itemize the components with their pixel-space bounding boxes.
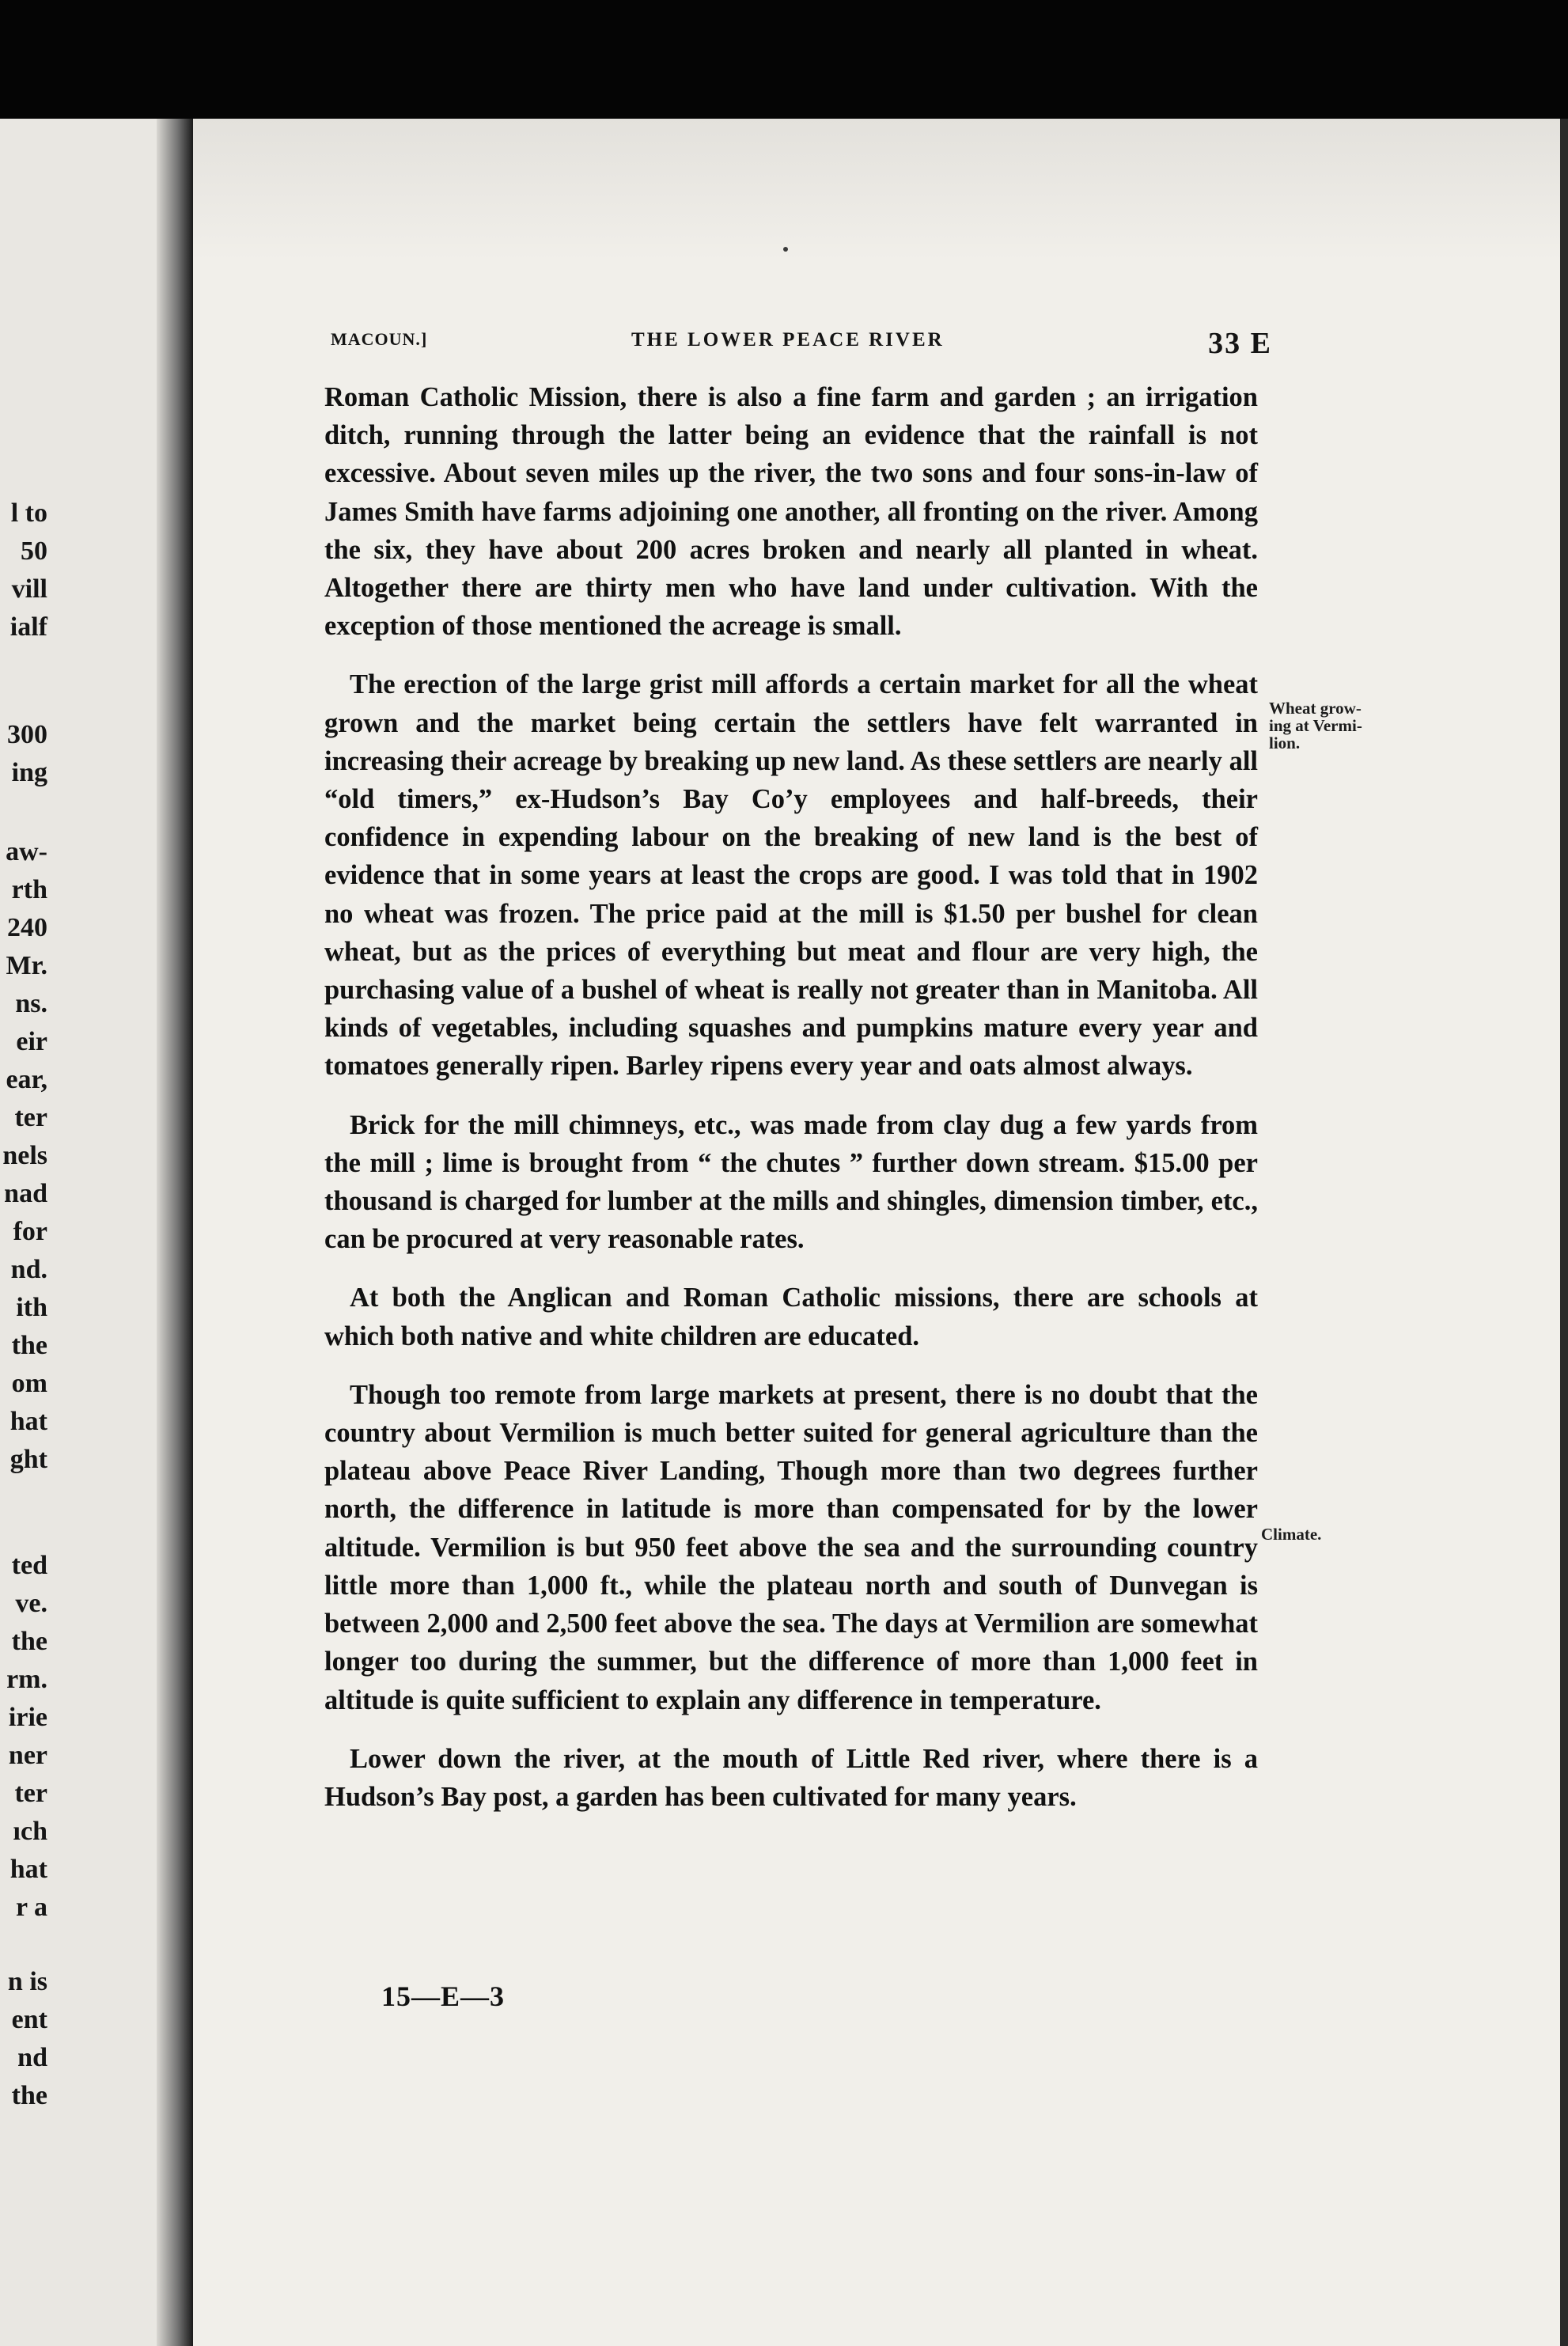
sidenote-wheat-line-3: lion. bbox=[1269, 733, 1301, 752]
printer-signature: 15—E—3 bbox=[381, 1980, 506, 2012]
left-page-fragment: 240 bbox=[7, 913, 47, 942]
sidenote-wheat-growing bbox=[1269, 699, 1396, 752]
left-page-fragment: aw- bbox=[6, 837, 47, 866]
left-page-fragment: 50 bbox=[21, 536, 47, 566]
page-number: 33 E bbox=[1208, 327, 1272, 360]
left-page-fragment: rth bbox=[11, 875, 47, 904]
left-page-fragment: nad bbox=[4, 1179, 47, 1208]
left-page-fragment: l to bbox=[10, 498, 47, 528]
paragraph-grist-mill: The erection of the large grist mill affords a certain market for all the wheat grown and the market being certain the settlers have felt warranted in increasing their acreage by breaking up new land. As these settlers are nearly all “old timers,” ex-Hudson’s Bay Co’y employees and half-breeds, their confidence in expending labour on the breaking of new land is the best of evidence that in some years at least the crops are good. I was told that in 1902 no wheat was frozen. The price paid at the mill is $1.50 per bushel for clean wheat, but as the prices of everything but meat and flour are very high, the purchasing value of a bushel of wheat is really not greater than in Manitoba. All kinds of vegetables, including squashes and pumpkins mature every year and tomatoes generally ripen. Barley ripens every year and oats almost always. bbox=[324, 669, 1258, 1082]
left-page-fragment: the bbox=[11, 1627, 47, 1656]
left-page-fragment: hat bbox=[9, 1407, 47, 1436]
left-page-fragment: ght bbox=[9, 1445, 47, 1474]
paragraph-brick-lumber: Brick for the mill chimneys, etc., was made from clay dug a few yards from the mill ; lime is brought from “ the chutes ” further down stream. $15.00 per thousand is charged for lumber at the mills and shingles, dimension timber, etc., can be procured at very reasonable rates. bbox=[324, 1109, 1258, 1255]
left-page-fragment: vill bbox=[11, 574, 47, 604]
left-page-fragment: ear, bbox=[6, 1065, 47, 1094]
paragraph-little-red-river: Lower down the river, at the mouth of Little Red river, where there is a Hudson’s Bay post, a garden has been cultivated for many years. bbox=[324, 1743, 1258, 1812]
left-page-fragment: om bbox=[11, 1369, 47, 1398]
left-page-fragment: ner bbox=[8, 1741, 47, 1770]
body-text bbox=[324, 378, 1258, 1816]
left-page-fragment: rm. bbox=[6, 1665, 47, 1694]
sidenote-wheat-line-1: Wheat grow- bbox=[1269, 699, 1362, 718]
left-page-fragment: ith bbox=[16, 1293, 47, 1322]
running-head-title: THE LOWER PEACE RIVER bbox=[631, 329, 945, 351]
sidenote-climate: Climate. bbox=[1261, 1525, 1322, 1544]
left-page-fragment: nels bbox=[2, 1141, 47, 1170]
left-page-fragment: nd. bbox=[10, 1255, 47, 1284]
left-page-fragment: ter bbox=[14, 1103, 47, 1132]
left-page-fragment: ing bbox=[11, 758, 47, 787]
left-page-fragment: n is bbox=[7, 1967, 47, 1996]
scan-speck bbox=[783, 247, 788, 252]
paragraph-climate: Though too remote from large markets at present, there is no doubt that the country about Vermilion is much better suited for general agriculture than the plateau above Peace River Landing, Though more than two degrees further north, the difference in latitude is more than compensated for by the lower altitude. Vermilion is but 950 feet above the sea and the surrounding country little more than 1,000 ft., while the plateau north and south of Dunvegan is between 2,000 and 2,500 feet above the sea. The days at Vermilion are somewhat longer too during the summer, but the difference of more than 1,000 feet in altitude is quite sufficient to explain any difference in temperature. bbox=[324, 1379, 1258, 1715]
left-page-fragment: eir bbox=[16, 1027, 47, 1056]
left-page-fragment: nd bbox=[17, 2043, 47, 2072]
left-page-fragment: ns. bbox=[15, 989, 47, 1018]
left-page-fragment: ıch bbox=[13, 1817, 47, 1846]
left-page-fragment: ialf bbox=[9, 612, 47, 642]
paragraph-mission-farms: Roman Catholic Mission, there is also a fine farm and garden ; an irrigation ditch, running through the latter being an evidence that the rainfall is not excessive. About seven miles up the river, the two sons and four sons-in-law of James Smith have farms adjoining one another, all fronting on the river. Among the six, they have about 200 acres broken and nearly all planted in wheat. Altogether there are thirty men who have land under cultivation. With the exception of those mentioned the acreage is small. bbox=[324, 382, 1258, 642]
left-page-fragment: hat bbox=[9, 1855, 47, 1884]
left-page-fragment: 300 bbox=[7, 720, 47, 749]
running-head bbox=[331, 326, 1272, 366]
left-page-fragment: ted bbox=[11, 1551, 47, 1580]
left-page-fragment: irie bbox=[8, 1703, 47, 1732]
paragraph-schools: At both the Anglican and Roman Catholic missions, there are schools at which both native and white children are educated. bbox=[324, 1283, 1258, 1351]
left-page-fragment: for bbox=[13, 1217, 47, 1246]
left-page-fragment: Mr. bbox=[6, 951, 47, 980]
page-edge-shadow bbox=[1560, 119, 1568, 2346]
left-page-fragment: ter bbox=[14, 1779, 47, 1808]
left-page-fragment: ent bbox=[11, 2005, 47, 2034]
left-page-fragment: the bbox=[11, 2081, 47, 2110]
sidenote-wheat-line-2: ing at Vermi- bbox=[1269, 716, 1362, 735]
left-page-fragment: ve. bbox=[15, 1589, 47, 1618]
book-gutter bbox=[157, 119, 193, 2346]
left-page-fragment: r a bbox=[16, 1893, 47, 1922]
running-head-author: MACOUN.] bbox=[331, 329, 428, 349]
left-page-fragment: the bbox=[11, 1331, 47, 1360]
